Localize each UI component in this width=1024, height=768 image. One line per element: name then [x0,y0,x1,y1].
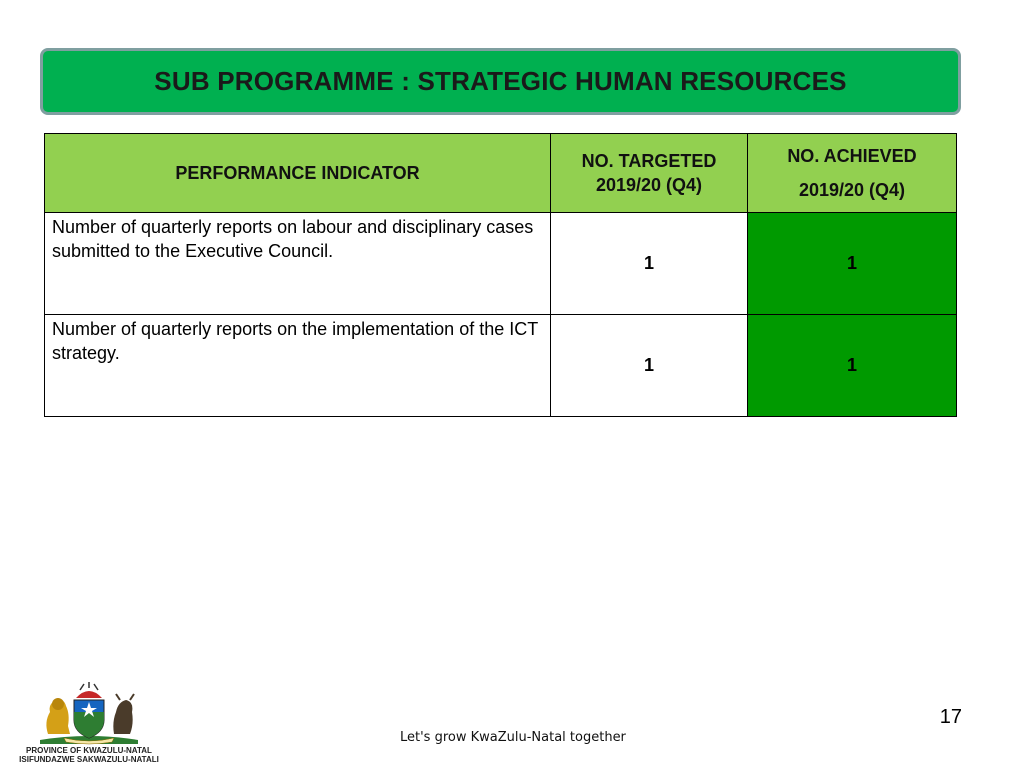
logo-caption-line2: ISIFUNDAZWE SAKWAZULU-NATALI [19,755,159,764]
coat-of-arms-logo [8,682,170,766]
targeted-cell: 1 [551,213,748,315]
header-no-targeted-period: 2019/20 (Q4) [595,175,703,195]
table-header-row [45,134,957,213]
achieved-cell: 1 [748,213,957,315]
footer-tagline: Let's grow KwaZulu-Natal together [400,730,626,745]
header-performance-indicator-label: PERFORMANCE INDICATOR [175,162,420,183]
indicator-cell: Number of quarterly reports on the implementation of the ICT strategy. [45,315,551,417]
logo-caption-line1: PROVINCE OF KWAZULU-NATAL [26,746,152,755]
performance-table [44,133,957,417]
page-number: 17 [939,706,962,728]
indicator-cell: Number of quarterly reports on labour and disciplinary cases submitted to the Executive Council. [45,213,551,315]
page-title: SUB PROGRAMME : STRATEGIC HUMAN RESOURCES [154,66,847,96]
table-row [45,315,957,417]
header-no-achieved-period: 2019/20 (Q4) [798,180,906,200]
table-row [45,213,957,315]
achieved-cell: 1 [748,315,957,417]
header-no-achieved-label: NO. ACHIEVED [787,146,917,166]
header-no-targeted [551,134,748,213]
header-no-achieved [748,134,957,213]
header-no-targeted-label: NO. TARGETED [581,151,717,171]
header-performance-indicator [45,134,551,213]
title-banner [40,48,961,115]
kwazulu-natal-coat-of-arms-icon [34,682,144,746]
targeted-cell: 1 [551,315,748,417]
